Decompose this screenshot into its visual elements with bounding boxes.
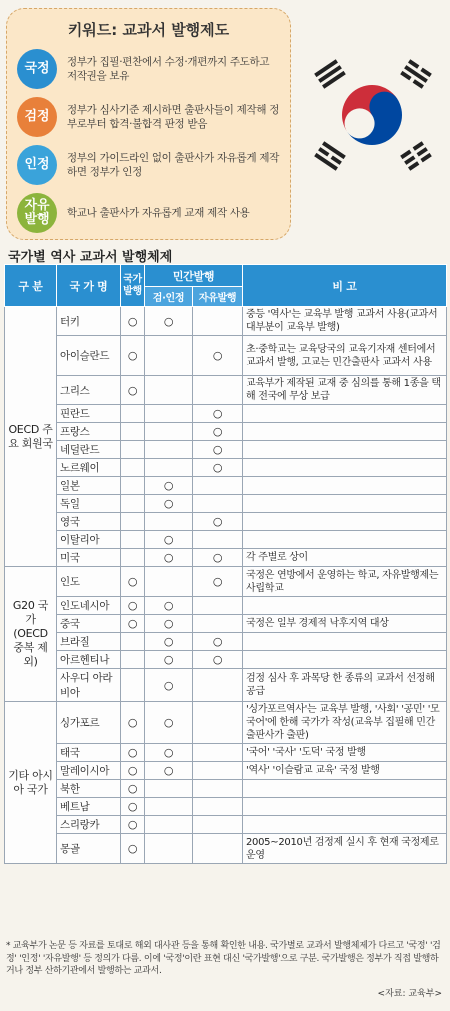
mark-free: ○: [193, 441, 243, 459]
table-row: [5, 669, 447, 702]
keyword-item-free: [17, 191, 282, 235]
mark-free: [193, 669, 243, 702]
mark-approved: [145, 780, 193, 798]
mark-national: ○: [121, 615, 145, 633]
remarks: [243, 633, 447, 651]
table-body: [5, 307, 447, 864]
remarks: [243, 513, 447, 531]
mark-national: ○: [121, 307, 145, 336]
country-name: 프랑스: [57, 423, 121, 441]
table-row: [5, 495, 447, 513]
country-name: 몽골: [57, 834, 121, 864]
mark-free: [193, 744, 243, 762]
keyword-desc: 정부가 집필·편찬에서 수정·개편까지 주도하고 저작권을 보유: [67, 56, 270, 82]
remarks: 2005~2010년 검정제 실시 후 현재 국정제로 운영: [243, 834, 447, 864]
mark-approved: [145, 405, 193, 423]
mark-approved: [145, 513, 193, 531]
mark-free: ○: [193, 567, 243, 597]
table-row: [5, 405, 447, 423]
country-name: 사우디 아라비아: [57, 669, 121, 702]
table-row: [5, 477, 447, 495]
mark-national: [121, 513, 145, 531]
table-row: [5, 567, 447, 597]
keyword-item-certified: [17, 95, 282, 139]
header-free: 자유발행: [193, 287, 243, 307]
mark-free: [193, 702, 243, 744]
header-category: 구 분: [5, 265, 57, 307]
country-name: 인도네시아: [57, 597, 121, 615]
mark-approved: [145, 567, 193, 597]
mark-approved: [145, 336, 193, 376]
keyword-badge: 인정: [17, 145, 57, 185]
header-country: 국 가 명: [57, 265, 121, 307]
footnote: * 교육부가 논문 등 자료를 토대로 해외 대사관 등을 통해 확인한 내용. 국가별로 교과서 발행체제가 다르고 '국정' '검정' '인정' '자유발행' 등 정의가 다름. 이에 '국정'이란 표현 대신 '국가발행'으로 구분. 국가발행은 정부가 직접 발행하거나 정부 산하기관에서 발행하는 교과서.: [6, 941, 441, 976]
header-national: 국가 발행: [121, 265, 145, 307]
group-label: G20 국가 (OECD 중복 제외): [5, 567, 57, 702]
mark-national: [121, 669, 145, 702]
mark-free: [193, 816, 243, 834]
mark-national: [121, 633, 145, 651]
table-row: [5, 816, 447, 834]
table-row: [5, 549, 447, 567]
mark-approved: [145, 798, 193, 816]
remarks: [243, 459, 447, 477]
mark-approved: ○: [145, 651, 193, 669]
remarks: 국정은 연방에서 운영하는 학교, 자유발행제는 사립학교: [243, 567, 447, 597]
country-name: 태국: [57, 744, 121, 762]
table-row: [5, 597, 447, 615]
mark-approved: ○: [145, 549, 193, 567]
table-row: [5, 423, 447, 441]
table-row: [5, 651, 447, 669]
mark-free: [193, 477, 243, 495]
mark-national: ○: [121, 702, 145, 744]
table-row: [5, 615, 447, 633]
mark-free: [193, 597, 243, 615]
mark-national: [121, 441, 145, 459]
mark-free: [193, 376, 243, 405]
country-name: 베트남: [57, 798, 121, 816]
mark-free: ○: [193, 336, 243, 376]
source: <자료: 교육부>: [377, 989, 442, 999]
country-name: 핀란드: [57, 405, 121, 423]
mark-free: [193, 495, 243, 513]
country-name: 네덜란드: [57, 441, 121, 459]
remarks: 검정 심사 후 과목당 한 종류의 교과서 선정해 공급: [243, 669, 447, 702]
table-row: [5, 633, 447, 651]
country-name: 아르헨티나: [57, 651, 121, 669]
keyword-box: [6, 8, 291, 240]
mark-national: [121, 549, 145, 567]
mark-free: [193, 307, 243, 336]
remarks: [243, 531, 447, 549]
remarks: 국정은 일부 경제적 낙후지역 대상: [243, 615, 447, 633]
mark-national: [121, 651, 145, 669]
country-name: 독일: [57, 495, 121, 513]
remarks: [243, 597, 447, 615]
mark-national: [121, 459, 145, 477]
mark-national: ○: [121, 336, 145, 376]
mark-national: [121, 477, 145, 495]
remarks: [243, 441, 447, 459]
mark-national: ○: [121, 376, 145, 405]
country-name: 북한: [57, 780, 121, 798]
mark-approved: [145, 834, 193, 864]
country-name: 스리랑카: [57, 816, 121, 834]
mark-approved: ○: [145, 307, 193, 336]
mark-free: [193, 762, 243, 780]
table-row: [5, 780, 447, 798]
mark-free: [193, 531, 243, 549]
mark-free: ○: [193, 405, 243, 423]
header-remarks: 비 고: [243, 265, 447, 307]
mark-approved: ○: [145, 633, 193, 651]
mark-national: ○: [121, 597, 145, 615]
mark-approved: ○: [145, 477, 193, 495]
mark-approved: ○: [145, 495, 193, 513]
remarks: [243, 798, 447, 816]
table-row: [5, 531, 447, 549]
country-name: 노르웨이: [57, 459, 121, 477]
mark-free: ○: [193, 549, 243, 567]
keyword-title: 키워드: 교과서 발행제도: [67, 21, 230, 39]
remarks: [243, 477, 447, 495]
group-label: 기타 아시아 국가: [5, 702, 57, 864]
keyword-item-approved: [17, 143, 282, 187]
keyword-badge: 자유 발행: [17, 193, 57, 233]
remarks: [243, 405, 447, 423]
mark-approved: [145, 376, 193, 405]
mark-national: ○: [121, 762, 145, 780]
mark-free: ○: [193, 633, 243, 651]
country-name: 싱가포르: [57, 702, 121, 744]
remarks: '싱가포르역사'는 교육부 발행, '사회' '공민' '모국어'에 한해 국가가 작성(교육부 집필해 민간출판사가 출판): [243, 702, 447, 744]
table-row: [5, 441, 447, 459]
remarks: 교육부가 제작된 교재 중 심의를 통해 1종을 택해 전국에 무상 보급: [243, 376, 447, 405]
keyword-desc: 정부가 심사기준 제시하면 출판사들이 제작해 정부로부터 합격·불합격 판정 받음: [67, 104, 280, 130]
mark-national: [121, 495, 145, 513]
mark-free: ○: [193, 423, 243, 441]
mark-free: ○: [193, 513, 243, 531]
mark-approved: ○: [145, 762, 193, 780]
keyword-desc: 학교나 출판사가 자유롭게 교재 제작 사용: [67, 207, 250, 219]
remarks: [243, 423, 447, 441]
country-name: 영국: [57, 513, 121, 531]
mark-national: ○: [121, 780, 145, 798]
table-row: [5, 744, 447, 762]
table-row: [5, 376, 447, 405]
table-row: [5, 336, 447, 376]
header-approved: 검·인정: [145, 287, 193, 307]
mark-national: [121, 423, 145, 441]
remarks: '국어' '국사' '도덕' 국정 발행: [243, 744, 447, 762]
country-name: 터키: [57, 307, 121, 336]
remarks: 중등 '역사'는 교육부 발행 교과서 사용(교과서 대부분이 교육부 발행): [243, 307, 447, 336]
remarks: [243, 780, 447, 798]
remarks: [243, 495, 447, 513]
header-private: 민간발행: [145, 265, 243, 287]
mark-national: ○: [121, 744, 145, 762]
country-name: 중국: [57, 615, 121, 633]
country-name: 말레이시아: [57, 762, 121, 780]
mark-approved: ○: [145, 597, 193, 615]
mark-free: [193, 615, 243, 633]
table-row: [5, 798, 447, 816]
country-name: 이탈리아: [57, 531, 121, 549]
mark-free: [193, 834, 243, 864]
mark-national: [121, 405, 145, 423]
korean-flag-icon: [300, 50, 445, 180]
mark-national: ○: [121, 798, 145, 816]
country-name: 미국: [57, 549, 121, 567]
remarks: 초·중학교는 교육당국의 교육기자재 센터에서 교과서 발행, 고교는 민간출판사 교과서 사용: [243, 336, 447, 376]
remarks: 각 주별로 상이: [243, 549, 447, 567]
table-row: [5, 834, 447, 864]
remarks: [243, 651, 447, 669]
mark-free: ○: [193, 651, 243, 669]
country-name: 일본: [57, 477, 121, 495]
mark-approved: ○: [145, 615, 193, 633]
table-row: [5, 702, 447, 744]
keyword-item-national: [17, 47, 282, 91]
remarks: '역사' '이슬람교 교육' 국정 발행: [243, 762, 447, 780]
mark-approved: ○: [145, 702, 193, 744]
mark-national: ○: [121, 816, 145, 834]
country-name: 인도: [57, 567, 121, 597]
mark-free: ○: [193, 459, 243, 477]
table-row: [5, 459, 447, 477]
mark-approved: ○: [145, 744, 193, 762]
mark-approved: ○: [145, 669, 193, 702]
country-name: 브라질: [57, 633, 121, 651]
mark-approved: [145, 459, 193, 477]
mark-national: ○: [121, 834, 145, 864]
mark-approved: [145, 816, 193, 834]
mark-national: ○: [121, 567, 145, 597]
mark-approved: [145, 441, 193, 459]
table-title: 국가별 역사 교과서 발행체제: [8, 250, 173, 265]
remarks: [243, 816, 447, 834]
table-row: [5, 762, 447, 780]
textbook-table: [4, 264, 447, 864]
keyword-badge: 국정: [17, 49, 57, 89]
group-label: OECD 주요 회원국: [5, 307, 57, 567]
mark-approved: [145, 423, 193, 441]
mark-free: [193, 780, 243, 798]
mark-approved: ○: [145, 531, 193, 549]
table-row: [5, 307, 447, 336]
keyword-badge: 검정: [17, 97, 57, 137]
table-row: [5, 513, 447, 531]
mark-national: [121, 531, 145, 549]
country-name: 아이슬란드: [57, 336, 121, 376]
country-name: 그리스: [57, 376, 121, 405]
mark-free: [193, 798, 243, 816]
keyword-desc: 정부의 가이드라인 없이 출판사가 자유롭게 제작하면 정부가 인정: [67, 152, 280, 178]
